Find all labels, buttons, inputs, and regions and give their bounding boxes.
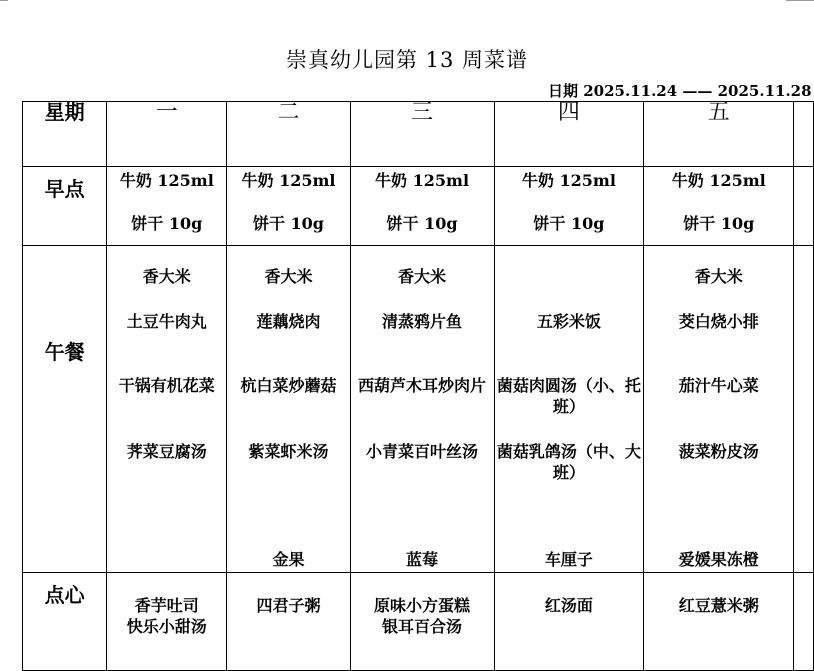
lunch-label-cell bbox=[23, 246, 107, 573]
lunch-side-dish: 杭白菜炒蘑菇 bbox=[240, 376, 337, 395]
breakfast-label: 早点 bbox=[44, 177, 85, 201]
lunch-cell-wed bbox=[350, 246, 494, 573]
lunch-row bbox=[23, 246, 814, 573]
weekday-header-label: 星期 bbox=[44, 100, 85, 124]
breakfast-item: 饼干 10g bbox=[533, 214, 605, 233]
snack-cell-wed bbox=[350, 573, 494, 671]
breakfast-item: 牛奶 125ml bbox=[521, 171, 616, 190]
breakfast-cell-thu bbox=[494, 167, 644, 246]
lunch-cell-fri bbox=[644, 246, 794, 573]
lunch-side-dish: 菌菇肉圆汤（小、托班） bbox=[496, 376, 641, 416]
breakfast-cell-wed bbox=[350, 167, 494, 246]
lunch-label: 午餐 bbox=[44, 340, 85, 364]
weekday-header-cell bbox=[644, 102, 794, 167]
page-corner-mark-right bbox=[786, 0, 814, 1]
lunch-main-dish: 茭白烧小排 bbox=[678, 312, 759, 331]
breakfast-item: 牛奶 125ml bbox=[241, 171, 336, 190]
weekday-header-row bbox=[23, 102, 814, 167]
weekday-header-label-cell bbox=[23, 102, 107, 167]
lunch-fruit: 爱媛果冻橙 bbox=[678, 550, 759, 569]
lunch-fruit: 蓝莓 bbox=[406, 550, 439, 569]
lunch-side-dish: 西葫芦木耳炒肉片 bbox=[358, 376, 487, 395]
snack-item: 四君子粥 bbox=[256, 596, 321, 615]
snack-cell-fri bbox=[644, 573, 794, 671]
lunch-soup: 菌菇乳鸽汤（中、大班） bbox=[496, 442, 641, 482]
lunch-soup: 小青菜百叶丝汤 bbox=[366, 442, 479, 461]
lunch-cell-thu bbox=[494, 246, 644, 573]
weekday-header-cell bbox=[227, 102, 350, 167]
lunch-staple: 香大米 bbox=[264, 267, 313, 286]
lunch-soup: 荠菜豆腐汤 bbox=[126, 442, 207, 461]
overflow-column-cell bbox=[794, 246, 814, 573]
snack-cell-thu bbox=[494, 573, 644, 671]
snack-item: 原味小方蛋糕 bbox=[374, 596, 471, 615]
breakfast-item: 牛奶 125ml bbox=[119, 171, 214, 190]
breakfast-item: 饼干 10g bbox=[131, 214, 203, 233]
page-corner-mark-left bbox=[0, 0, 8, 1]
lunch-staple: 香大米 bbox=[694, 267, 743, 286]
overflow-column-cell bbox=[794, 573, 814, 671]
breakfast-item: 牛奶 125ml bbox=[671, 171, 766, 190]
breakfast-item: 饼干 10g bbox=[683, 214, 755, 233]
breakfast-item: 饼干 10g bbox=[386, 214, 458, 233]
weekday-fri: 五 bbox=[707, 100, 730, 125]
snack-item: 红汤面 bbox=[544, 596, 593, 615]
lunch-main-dish: 清蒸鸦片鱼 bbox=[382, 312, 463, 331]
lunch-main-dish: 土豆牛肉丸 bbox=[126, 312, 207, 331]
snack-item: 香芋吐司 bbox=[134, 596, 199, 615]
breakfast-cell-mon bbox=[107, 167, 227, 246]
snack-item: 红豆薏米粥 bbox=[678, 596, 759, 615]
breakfast-cell-fri bbox=[644, 167, 794, 246]
weekday-tue: 二 bbox=[277, 100, 300, 125]
lunch-main-dish: 五彩米饭 bbox=[536, 312, 601, 331]
snack-cell-tue bbox=[227, 573, 350, 671]
lunch-staple: 香大米 bbox=[142, 267, 191, 286]
date-range: 日期 2025.11.24 —— 2025.11.28 bbox=[548, 82, 812, 100]
snack-item: 快乐小甜汤 bbox=[126, 617, 207, 636]
weekly-menu-table bbox=[22, 101, 814, 671]
breakfast-cell-tue bbox=[227, 167, 350, 246]
lunch-soup: 菠菜粉皮汤 bbox=[678, 442, 759, 461]
weekday-mon: 一 bbox=[155, 100, 178, 125]
weekday-header-cell bbox=[350, 102, 494, 167]
weekday-wed: 三 bbox=[411, 100, 434, 125]
lunch-soup: 紫菜虾米汤 bbox=[248, 442, 329, 461]
breakfast-row bbox=[23, 167, 814, 246]
overflow-column-cell bbox=[794, 167, 814, 246]
snack-item: 银耳百合汤 bbox=[382, 617, 463, 636]
lunch-cell-mon bbox=[107, 246, 227, 573]
weekday-header-cell bbox=[494, 102, 644, 167]
menu-title: 崇真幼儿园第 13 周菜谱 bbox=[285, 48, 529, 72]
weekday-header-cell bbox=[107, 102, 227, 167]
lunch-main-dish: 莲藕烧肉 bbox=[256, 312, 321, 331]
lunch-cell-tue bbox=[227, 246, 350, 573]
overflow-column-cell bbox=[794, 102, 814, 167]
lunch-fruit: 车厘子 bbox=[544, 550, 593, 569]
snack-label: 点心 bbox=[44, 583, 85, 607]
breakfast-item: 牛奶 125ml bbox=[375, 171, 470, 190]
lunch-side-dish: 干锅有机花菜 bbox=[118, 376, 215, 395]
breakfast-item: 饼干 10g bbox=[252, 214, 324, 233]
lunch-fruit: 金果 bbox=[272, 550, 305, 569]
breakfast-label-cell bbox=[23, 167, 107, 246]
snack-label-cell bbox=[23, 573, 107, 671]
lunch-staple: 香大米 bbox=[398, 267, 447, 286]
snack-row bbox=[23, 573, 814, 671]
snack-cell-mon bbox=[107, 573, 227, 671]
lunch-side-dish: 茄汁牛心菜 bbox=[678, 376, 759, 395]
weekday-thu: 四 bbox=[557, 100, 580, 125]
